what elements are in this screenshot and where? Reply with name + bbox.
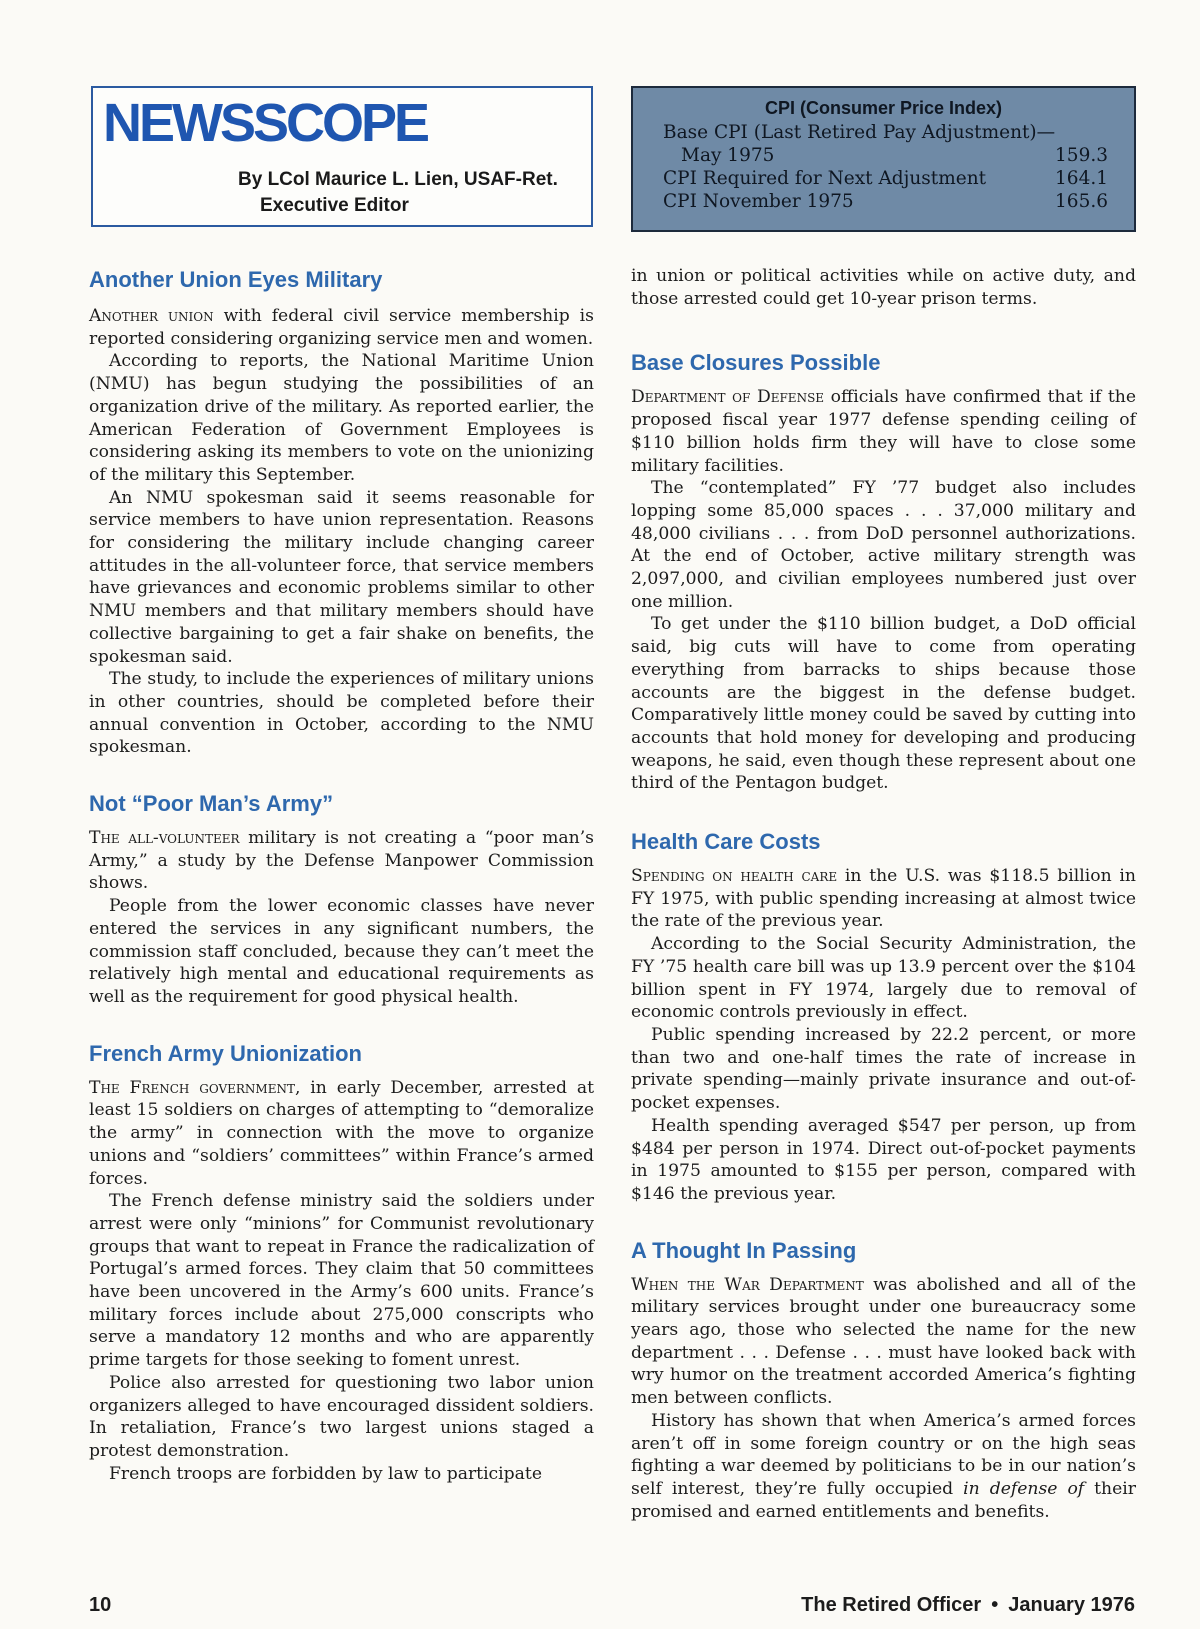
cpi-row-value: 164.1 [1055, 168, 1108, 189]
left-column [89, 265, 594, 1485]
article-heading: French Army Unionization [89, 1040, 362, 1066]
article-paragraph: When the War Department was abolished and all of the military services brought under one bureaucracy some years ago, those who selected the name for the new department . . . Defense . . . must have looked back with wry humor on the treatment accorded America’s fighting men between conflicts. [631, 1274, 1136, 1409]
article-paragraph: The study, to include the experiences of military unions in other countries, should be completed before their annual convention in October, according to the NMU spokesman. [89, 669, 594, 758]
article-heading: Base Closures Possible [631, 350, 881, 376]
byline: By LCol Maurice L. Lien, USAF-Ret. [238, 169, 558, 190]
article-paragraph: Another union with federal civil service membership is reported considering organizing service men and women. [89, 306, 594, 349]
article-paragraph: Spending on health care in the U.S. was $118.5 billion in FY 1975, with public spending increasing at almost twice the rate of the previous year. [631, 866, 1136, 932]
cpi-row [663, 168, 1108, 190]
article-paragraph: An NMU spokesman said it seems reasonable for service members to have union representation. Reasons for considering the military include changing career attitudes in the all-volunteer force, that service members have grievances and economic problems similar to other NMU members and that military members should have collective bargaining to get a fair shake on benefits, the spokesman said. [89, 487, 594, 667]
cpi-row [663, 145, 1108, 167]
lead-in: The all-volunteer [89, 828, 240, 849]
article-paragraph: According to reports, the National Maritime Union (NMU) has begun studying the possibilities of an organization drive of the military. As reported earlier, the American Federation of Government Employees is considering asking its members to vote on the unionizing of the military this September. [89, 351, 594, 485]
cpi-title: CPI (Consumer Price Index) [764, 98, 1003, 118]
article-heading: Health Care Costs [631, 829, 821, 855]
cpi-row-label: CPI Required for Next Adjustment [663, 168, 987, 189]
cpi-row [663, 191, 1108, 213]
cpi-row-value: 159.3 [1055, 145, 1108, 166]
article-heading: A Thought In Passing [631, 1237, 857, 1263]
lead-in: The French government, [89, 1077, 301, 1098]
lead-in: Another union [89, 306, 214, 326]
article-paragraph: Public spending increased by 22.2 percent, or more than two and one-half times the rate of increase in private spending—mainly private insurance and out-of-pocket expenses. [631, 1024, 1136, 1114]
bullet-separator: • [991, 1594, 999, 1616]
publication-footer [801, 1594, 1135, 1617]
lead-in: When the War Department [631, 1274, 864, 1295]
article-paragraph: History has shown that when America’s armed forces aren’t off in some foreign country or on the high seas fighting a war deemed by politicians to be in our nation’s self interest, they’re fully occupied in defense of their promised and earned entitlements and benefits. [631, 1410, 1136, 1522]
article-paragraph: The French government, in early December, arrested at least 15 soldiers on charges of attempting to “demoralize the army” in connection with the move to organize unions and “soldiers’ committees” within France’s armed forces. [89, 1077, 594, 1189]
article-paragraph: The French defense ministry said the soldiers under arrest were only “minions” for Communist revolutionary groups that want to repeat in France the radicalization of Portugal’s armed forces. They claim that 50 committees have been uncovered in the Army’s 600 units. France’s military forces include about 275,000 conscripts who serve a mandatory 12 months and who are apparently prime targets for those seeking to foment unrest. [89, 1191, 594, 1371]
editor-role: Executive Editor [260, 195, 409, 216]
article-paragraph: To get under the $110 billion budget, a DoD official said, big cuts will have to come from operating everything from barracks to ships because those accounts are the biggest in the defense budget. Comparatively little money could be saved by cutting into accounts that hold money for developing and producing weapons, he said, even though these represent about one third of the Pentagon budget. [631, 614, 1136, 794]
cpi-row [663, 122, 1108, 144]
right-column [631, 265, 1136, 1523]
article-paragraph: People from the lower economic classes have never entered the services in any significant numbers, the commission staff concluded, because they can’t meet the relatively high mental and educational requirements as well as the requirement for good physical health. [89, 896, 594, 1007]
article-paragraph: The all-volunteer military is not creating a “poor man’s Army,” a study by the Defense Manpower Commission shows. [89, 828, 595, 894]
masthead-box [91, 86, 593, 227]
issue-date: January 1976 [1008, 1594, 1135, 1616]
article-paragraph: Health spending averaged $547 per person, up from $484 per person in 1974. Direct out-of-pocket payments in 1975 amounted to $155 per person, compared with $146 the previous year. [631, 1115, 1136, 1204]
cpi-box [631, 86, 1136, 232]
cpi-row-label: Base CPI (Last Retired Pay Adjustment)— [663, 122, 1056, 143]
article-paragraph: Police also arrested for questioning two labor union organizers alleged to have encouraged dissident soldiers. In retaliation, France’s two largest unions staged a protest demonstration. [89, 1372, 594, 1461]
lead-in: Spending on health care [631, 866, 838, 887]
newsscope-logo: NEWSSCOPE [103, 93, 428, 153]
article-paragraph: in union or political activities while on active duty, and those arrested could get 10-year prison terms. [631, 266, 1136, 309]
page-number: 10 [89, 1594, 112, 1616]
article-paragraph: The “contemplated” FY ’77 budget also includes lopping some 85,000 spaces . . . 37,000 military and 48,000 civilians . . . from DoD personnel authorizations. At the end of October, active military strength was 2,097,000, and civilian employees numbered just over one million. [631, 478, 1136, 612]
article-heading: Another Union Eyes Military [89, 267, 383, 292]
cpi-row-label: May 1975 [681, 145, 775, 166]
article-heading: Not “Poor Man’s Army” [89, 791, 334, 817]
lead-in: Department of Defense [631, 387, 825, 408]
emphasis: in defense of [963, 1478, 1085, 1499]
article-paragraph: French troops are forbidden by law to participate [109, 1463, 543, 1484]
article-paragraph: Department of Defense officials have confirmed that if the proposed fiscal year 1977 defense spending ceiling of $110 billion holds firm they will have to close some military facilities. [631, 387, 1136, 476]
publication-name: The Retired Officer [801, 1594, 982, 1616]
article-paragraph: According to the Social Security Administration, the FY ’75 health care bill was up 13.9 percent over the $104 billion spent in FY 1974, largely due to removal of economic controls previously in effect. [631, 934, 1136, 1023]
cpi-row-label: CPI November 1975 [663, 191, 854, 212]
cpi-row-value: 165.6 [1055, 191, 1108, 212]
